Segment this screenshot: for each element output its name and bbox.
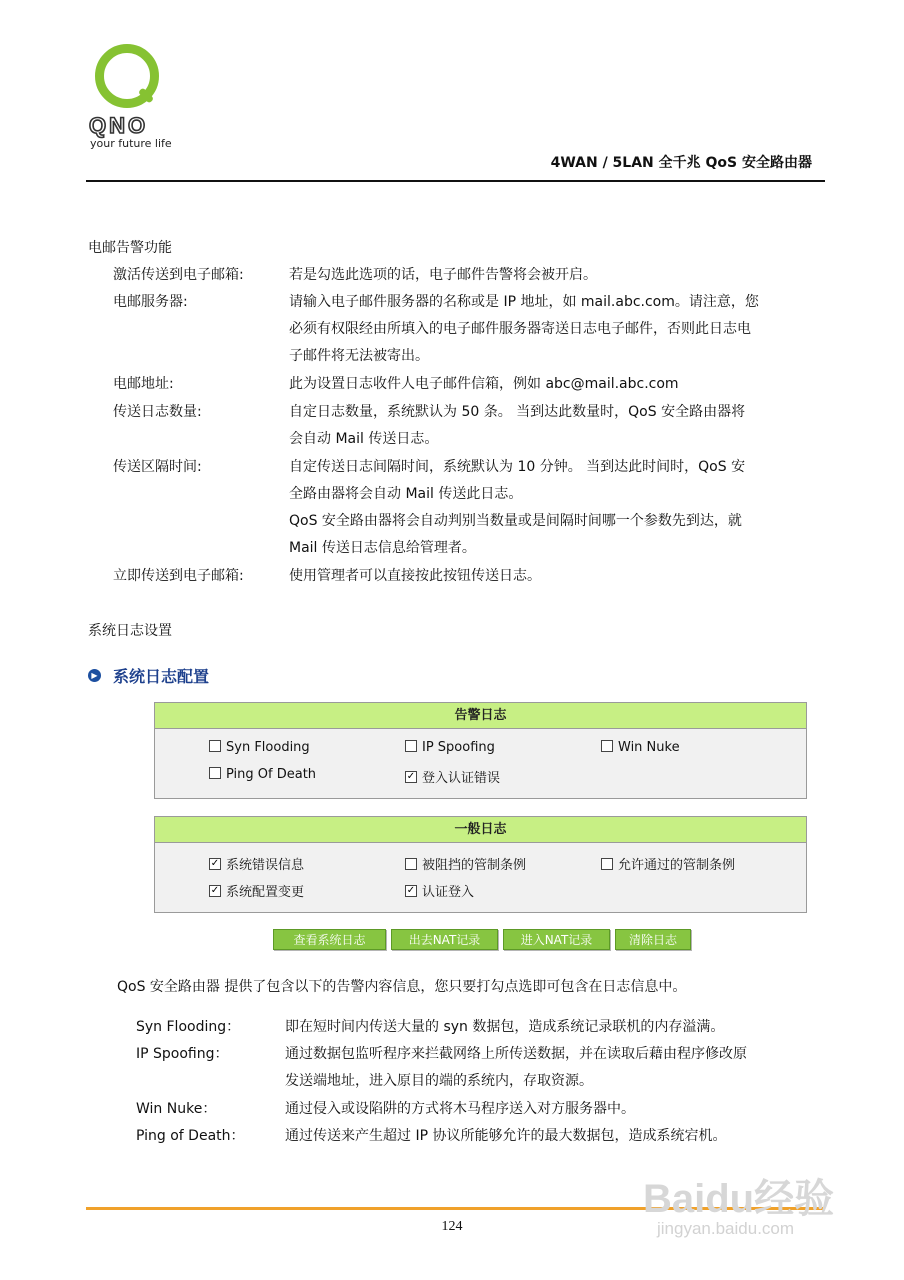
checkbox-label: 允许通过的管制条例	[618, 858, 736, 873]
inbound-nat-log-button[interactable]: 进入NAT记录	[503, 929, 610, 950]
checkbox-box[interactable]: ✓	[210, 857, 220, 869]
alert-desc-syn-flooding-line1: 即在短时间内传送大量的 syn 数据包，造成系统记录联机的内存溢满。	[285, 1019, 725, 1035]
alert-desc-ip-spoofing-line2: 发送端地址，进入原目的端的系统内，存取资源。	[285, 1073, 593, 1089]
document-title: 4WAN / 5LAN 全千兆 QoS 安全路由器	[550, 155, 812, 171]
view-system-log-button[interactable]: 查看系统日志	[273, 929, 386, 950]
checkbox-label: Ping Of Death	[226, 767, 317, 782]
page-number: 124	[441, 1219, 463, 1234]
checkbox-box[interactable]: ✓	[406, 770, 416, 782]
email-label-server: 电邮服务器:	[113, 294, 188, 310]
outbound-nat-log-button[interactable]: 出去NAT记录	[391, 929, 498, 950]
checkbox-box[interactable]	[209, 740, 221, 752]
alert-label-win-nuke: Win Nuke：	[136, 1101, 217, 1117]
alert-log-panel-title: 告警日志	[155, 703, 806, 729]
checkbox-login-auth-error[interactable]	[405, 767, 500, 786]
email-desc-interval-line3: QoS 安全路由器将会自动判别当数量或是间隔时间哪一个参数先到达，就	[289, 513, 742, 529]
checkbox-box[interactable]: ✓	[406, 884, 416, 896]
email-desc-address-line1: 此为设置日志收件人电子邮件信箱，例如 abc@mail.abc.com	[289, 376, 679, 392]
email-desc-activate-line1: 若是勾选此选项的话，电子邮件告警将会被开启。	[289, 267, 597, 283]
checkbox-allowed-rules[interactable]	[601, 854, 735, 873]
clear-log-button[interactable]: 清除日志	[615, 929, 691, 950]
email-desc-send-now-line1: 使用管理者可以直接按此按钮传送日志。	[289, 568, 541, 584]
email-section-heading: 电邮告警功能	[88, 240, 172, 256]
general-log-panel	[154, 816, 807, 913]
alert-desc-win-nuke-line1: 通过侵入或设陷阱的方式将木马程序送入对方服务器中。	[285, 1101, 635, 1117]
checkbox-label: 登入认证错误	[422, 771, 501, 786]
checkbox-auth-login[interactable]	[405, 881, 474, 900]
header-divider	[86, 180, 825, 182]
email-desc-count-line2: 会自动 Mail 传送日志。	[289, 431, 439, 447]
email-desc-interval-line2: 全路由器将会自动 Mail 传送此日志。	[289, 486, 523, 502]
alerts-intro: QoS 安全路由器 提供了包含以下的告警内容信息，您只要打勾点选即可包含在日志信息中。	[117, 979, 687, 995]
email-desc-server-line1: 请输入电子邮件服务器的名称或是 IP 地址，如 mail.abc.com。请注意，您	[289, 294, 759, 310]
checkbox-syn-flooding[interactable]	[209, 740, 310, 755]
arrow-bullet-icon: ▶	[88, 669, 101, 682]
email-desc-interval-line4: Mail 传送日志信息给管理者。	[289, 540, 476, 556]
checkbox-box[interactable]	[601, 740, 613, 752]
general-log-panel-title: 一般日志	[155, 817, 806, 843]
email-desc-server-line3: 子邮件将无法被寄出。	[289, 348, 429, 364]
checkbox-config-change[interactable]	[209, 881, 304, 900]
alert-label-ip-spoofing: IP Spoofing：	[136, 1046, 229, 1062]
checkbox-ping-of-death[interactable]	[209, 767, 316, 782]
checkbox-system-error[interactable]	[209, 854, 304, 873]
syslog-config-heading	[88, 664, 209, 687]
email-label-count: 传送日志数量:	[113, 404, 202, 420]
checkbox-box[interactable]	[601, 858, 613, 870]
email-label-interval: 传送区隔时间:	[113, 459, 202, 475]
syslog-config-title: 系统日志配置	[113, 667, 210, 686]
alert-desc-ping-of-death-line1: 通过传送来产生超过 IP 协议所能够允许的最大数据包，造成系统宕机。	[285, 1128, 727, 1144]
email-label-address: 电邮地址:	[113, 376, 174, 392]
logo-tagline: your future life	[90, 137, 172, 150]
baidu-watermark: Baidu经验	[643, 1177, 835, 1221]
checkbox-box[interactable]	[405, 858, 417, 870]
checkbox-ip-spoofing[interactable]	[405, 740, 495, 755]
email-desc-count-line1: 自定日志数量，系统默认为 50 条。 当到达此数量时，QoS 安全路由器将	[289, 404, 746, 420]
email-desc-server-line2: 必须有权限经由所填入的电子邮件服务器寄送日志电子邮件，否则此日志电	[289, 321, 751, 337]
checkbox-label: 系统配置变更	[226, 885, 305, 900]
email-desc-interval-line1: 自定传送日志间隔时间，系统默认为 10 分钟。 当到达此时间时，QoS 安	[289, 459, 746, 475]
checkbox-box[interactable]	[209, 767, 221, 779]
syslog-section-heading: 系统日志设置	[88, 623, 172, 639]
alert-desc-ip-spoofing-line1: 通过数据包监听程序来拦截网络上所传送数据，并在读取后藉由程序修改原	[285, 1046, 747, 1062]
checkbox-win-nuke[interactable]	[601, 740, 680, 755]
baidu-watermark-url: jingyan.baidu.com	[657, 1219, 795, 1238]
checkbox-box[interactable]	[405, 740, 417, 752]
checkbox-label: IP Spoofing	[422, 740, 495, 755]
alert-log-panel	[154, 702, 807, 799]
email-label-activate: 激活传送到电子邮箱:	[113, 267, 244, 283]
checkbox-box[interactable]: ✓	[210, 884, 220, 896]
checkbox-label: 被阻挡的管制条例	[422, 858, 527, 873]
checkbox-blocked-rules[interactable]	[405, 854, 526, 873]
checkbox-label: 系统错误信息	[226, 858, 305, 873]
logo-wordmark: QNO	[89, 113, 149, 138]
alert-label-ping-of-death: Ping of Death：	[136, 1128, 245, 1144]
alert-label-syn-flooding: Syn Flooding：	[136, 1019, 241, 1035]
email-label-send-now: 立即传送到电子邮箱:	[113, 568, 244, 584]
checkbox-label: 认证登入	[422, 885, 475, 900]
checkbox-label: Syn Flooding	[226, 740, 310, 755]
checkbox-label: Win Nuke	[618, 740, 680, 755]
